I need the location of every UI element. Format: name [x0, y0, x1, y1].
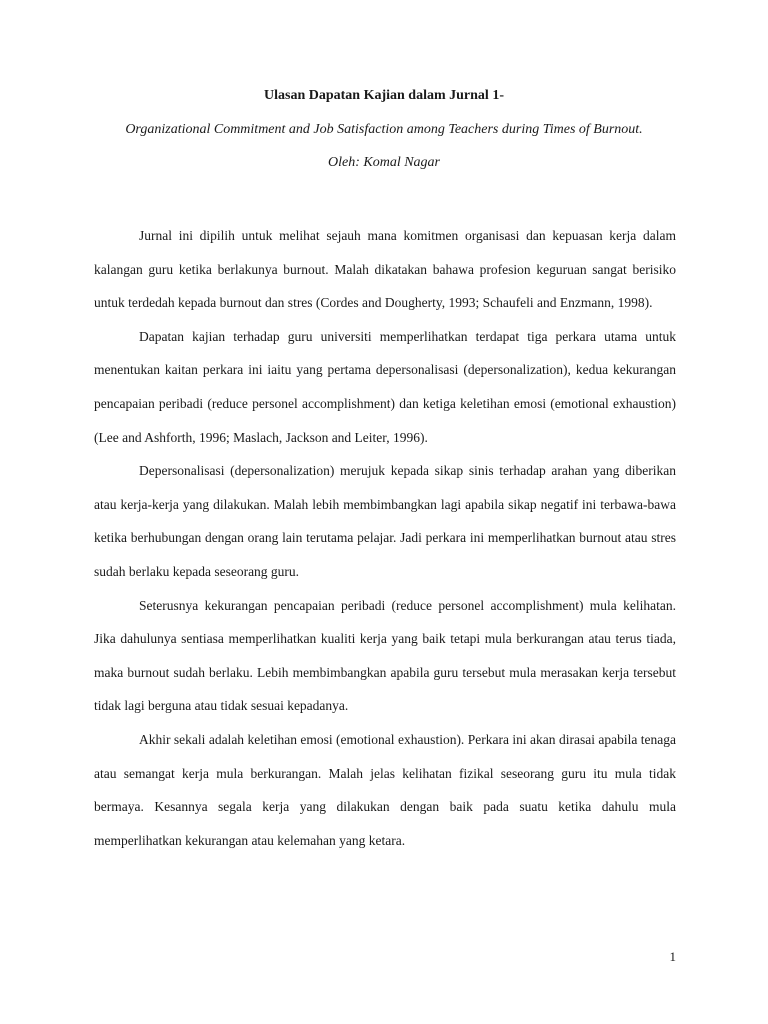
paragraph: Seterusnya kekurangan pencapaian peribadi (reduce personel accomplishment) mula kelihatan. Jika dahulunya sentiasa memperlihatkan kualiti kerja yang baik tetapi mula berkurangan atau terus tiada, maka burnout sudah berlaku. Lebih membimbangkan apabila guru tersebut mula merasakan kerja tersebut tidak lagi berguna atau tidak sesuai kepadanya.	[94, 597, 676, 714]
paragraph: Akhir sekali adalah keletihan emosi (emotional exhaustion). Perkara ini akan dirasai apabila tenaga atau semangat kerja mula berkurangan. Malah jelas kelihatan fizikal seseorang guru itu mula tidak bermaya. Kesannya segala kerja yang dilakukan dengan baik pada suatu ketika dahulu mula memperlihatkan kekurangan atau kelemahan yang ketara.	[94, 731, 676, 848]
document-body	[94, 219, 676, 857]
paragraph: Depersonalisasi (depersonalization) merujuk kepada sikap sinis terhadap arahan yang diberikan atau kerja-kerja yang dilakukan. Malah lebih membimbangkan lagi apabila sikap negatif ini terbawa-bawa ketika berhubungan dengan orang lain terutama pelajar. Jadi perkara ini memperlihatkan burnout atau stres sudah berlaku kepada seseorang guru.	[94, 463, 676, 579]
document-subtitle: Organizational Commitment and Job Satisfaction among Teachers during Times of Burnout.	[125, 122, 643, 137]
document-author: Oleh: Komal Nagar	[328, 155, 440, 170]
document-title: Ulasan Dapatan Kajian dalam Jurnal 1-	[264, 88, 504, 103]
paragraph: Jurnal ini dipilih untuk melihat sejauh mana komitmen organisasi dan kepuasan kerja dalam kalangan guru ketika berlakunya burnout. Malah dikatakan bahawa profesion keguruan sangat berisiko untuk terdedah kepada burnout dan stres (Cordes and Dougherty, 1993; Schaufeli and Enzmann, 1998).	[94, 228, 676, 311]
page-number: 1	[669, 949, 676, 964]
paragraph: Dapatan kajian terhadap guru universiti memperlihatkan terdapat tiga perkara utama untuk menentukan kaitan perkara ini iaitu yang pertama depersonalisasi (depersonalization), kedua kekurangan pencapaian peribadi (reduce personel accomplishment) dan ketiga keletihan emosi (emotional exhaustion) (Lee and Ashforth, 1996; Maslach, Jackson and Leiter, 1996).	[94, 328, 676, 445]
